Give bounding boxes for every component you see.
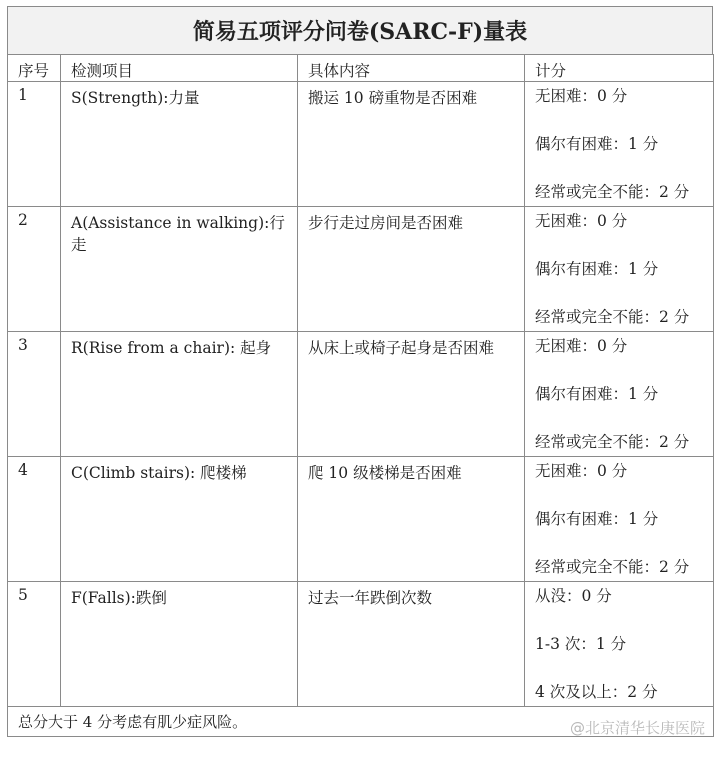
- score-option: 经常或完全不能：2 分: [535, 308, 690, 326]
- sarc-f-table: [7, 54, 714, 737]
- watermark: @北京清华长庚医院: [569, 719, 705, 737]
- score-option: 无困难：0 分: [535, 87, 628, 105]
- row-number: 4: [8, 457, 61, 582]
- header-cell-item: 检测项目: [61, 55, 298, 82]
- header-row: [8, 55, 714, 82]
- row-scores: [525, 207, 714, 332]
- table-row: [8, 457, 714, 582]
- row-item: S(Strength):力量: [61, 82, 298, 207]
- footer-note: 总分大于 4 分考虑有肌少症风险。: [8, 707, 714, 737]
- header-cell-no: 序号: [8, 55, 61, 82]
- row-number: 2: [8, 207, 61, 332]
- score-option: 从没：0 分: [535, 587, 612, 605]
- row-item: R(Rise from a chair): 起身: [61, 332, 298, 457]
- score-option: 1-3 次：1 分: [535, 635, 627, 653]
- row-item: C(Climb stairs): 爬楼梯: [61, 457, 298, 582]
- row-scores: [525, 332, 714, 457]
- header-cell-content: 具体内容: [298, 55, 525, 82]
- score-option: 4 次及以上：2 分: [535, 683, 658, 701]
- row-content: 过去一年跌倒次数: [298, 582, 525, 707]
- score-option: 偶尔有困难：1 分: [535, 510, 659, 528]
- row-content: 从床上或椅子起身是否困难: [298, 332, 525, 457]
- table-row: [8, 582, 714, 707]
- row-item: F(Falls):跌倒: [61, 582, 298, 707]
- score-option: 经常或完全不能：2 分: [535, 558, 690, 576]
- row-number: 3: [8, 332, 61, 457]
- score-option: 无困难：0 分: [535, 462, 628, 480]
- row-number: 5: [8, 582, 61, 707]
- row-content: 爬 10 级楼梯是否困难: [298, 457, 525, 582]
- table-title: 简易五项评分问卷(SARC-F)量表: [7, 6, 713, 54]
- table-row: [8, 207, 714, 332]
- table-row: [8, 332, 714, 457]
- row-scores: [525, 582, 714, 707]
- score-option: 经常或完全不能：2 分: [535, 433, 690, 451]
- score-option: 偶尔有困难：1 分: [535, 260, 659, 278]
- header-cell-score: 计分: [525, 55, 714, 82]
- score-option: 无困难：0 分: [535, 212, 628, 230]
- row-scores: [525, 457, 714, 582]
- score-option: 经常或完全不能：2 分: [535, 183, 690, 201]
- row-scores: [525, 82, 714, 207]
- score-option: 偶尔有困难：1 分: [535, 135, 659, 153]
- table-row: [8, 82, 714, 207]
- sarc-f-document: [7, 6, 713, 746]
- row-number: 1: [8, 82, 61, 207]
- score-option: 偶尔有困难：1 分: [535, 385, 659, 403]
- row-item: A(Assistance in walking):行走: [61, 207, 298, 332]
- row-content: 搬运 10 磅重物是否困难: [298, 82, 525, 207]
- row-content: 步行走过房间是否困难: [298, 207, 525, 332]
- score-option: 无困难：0 分: [535, 337, 628, 355]
